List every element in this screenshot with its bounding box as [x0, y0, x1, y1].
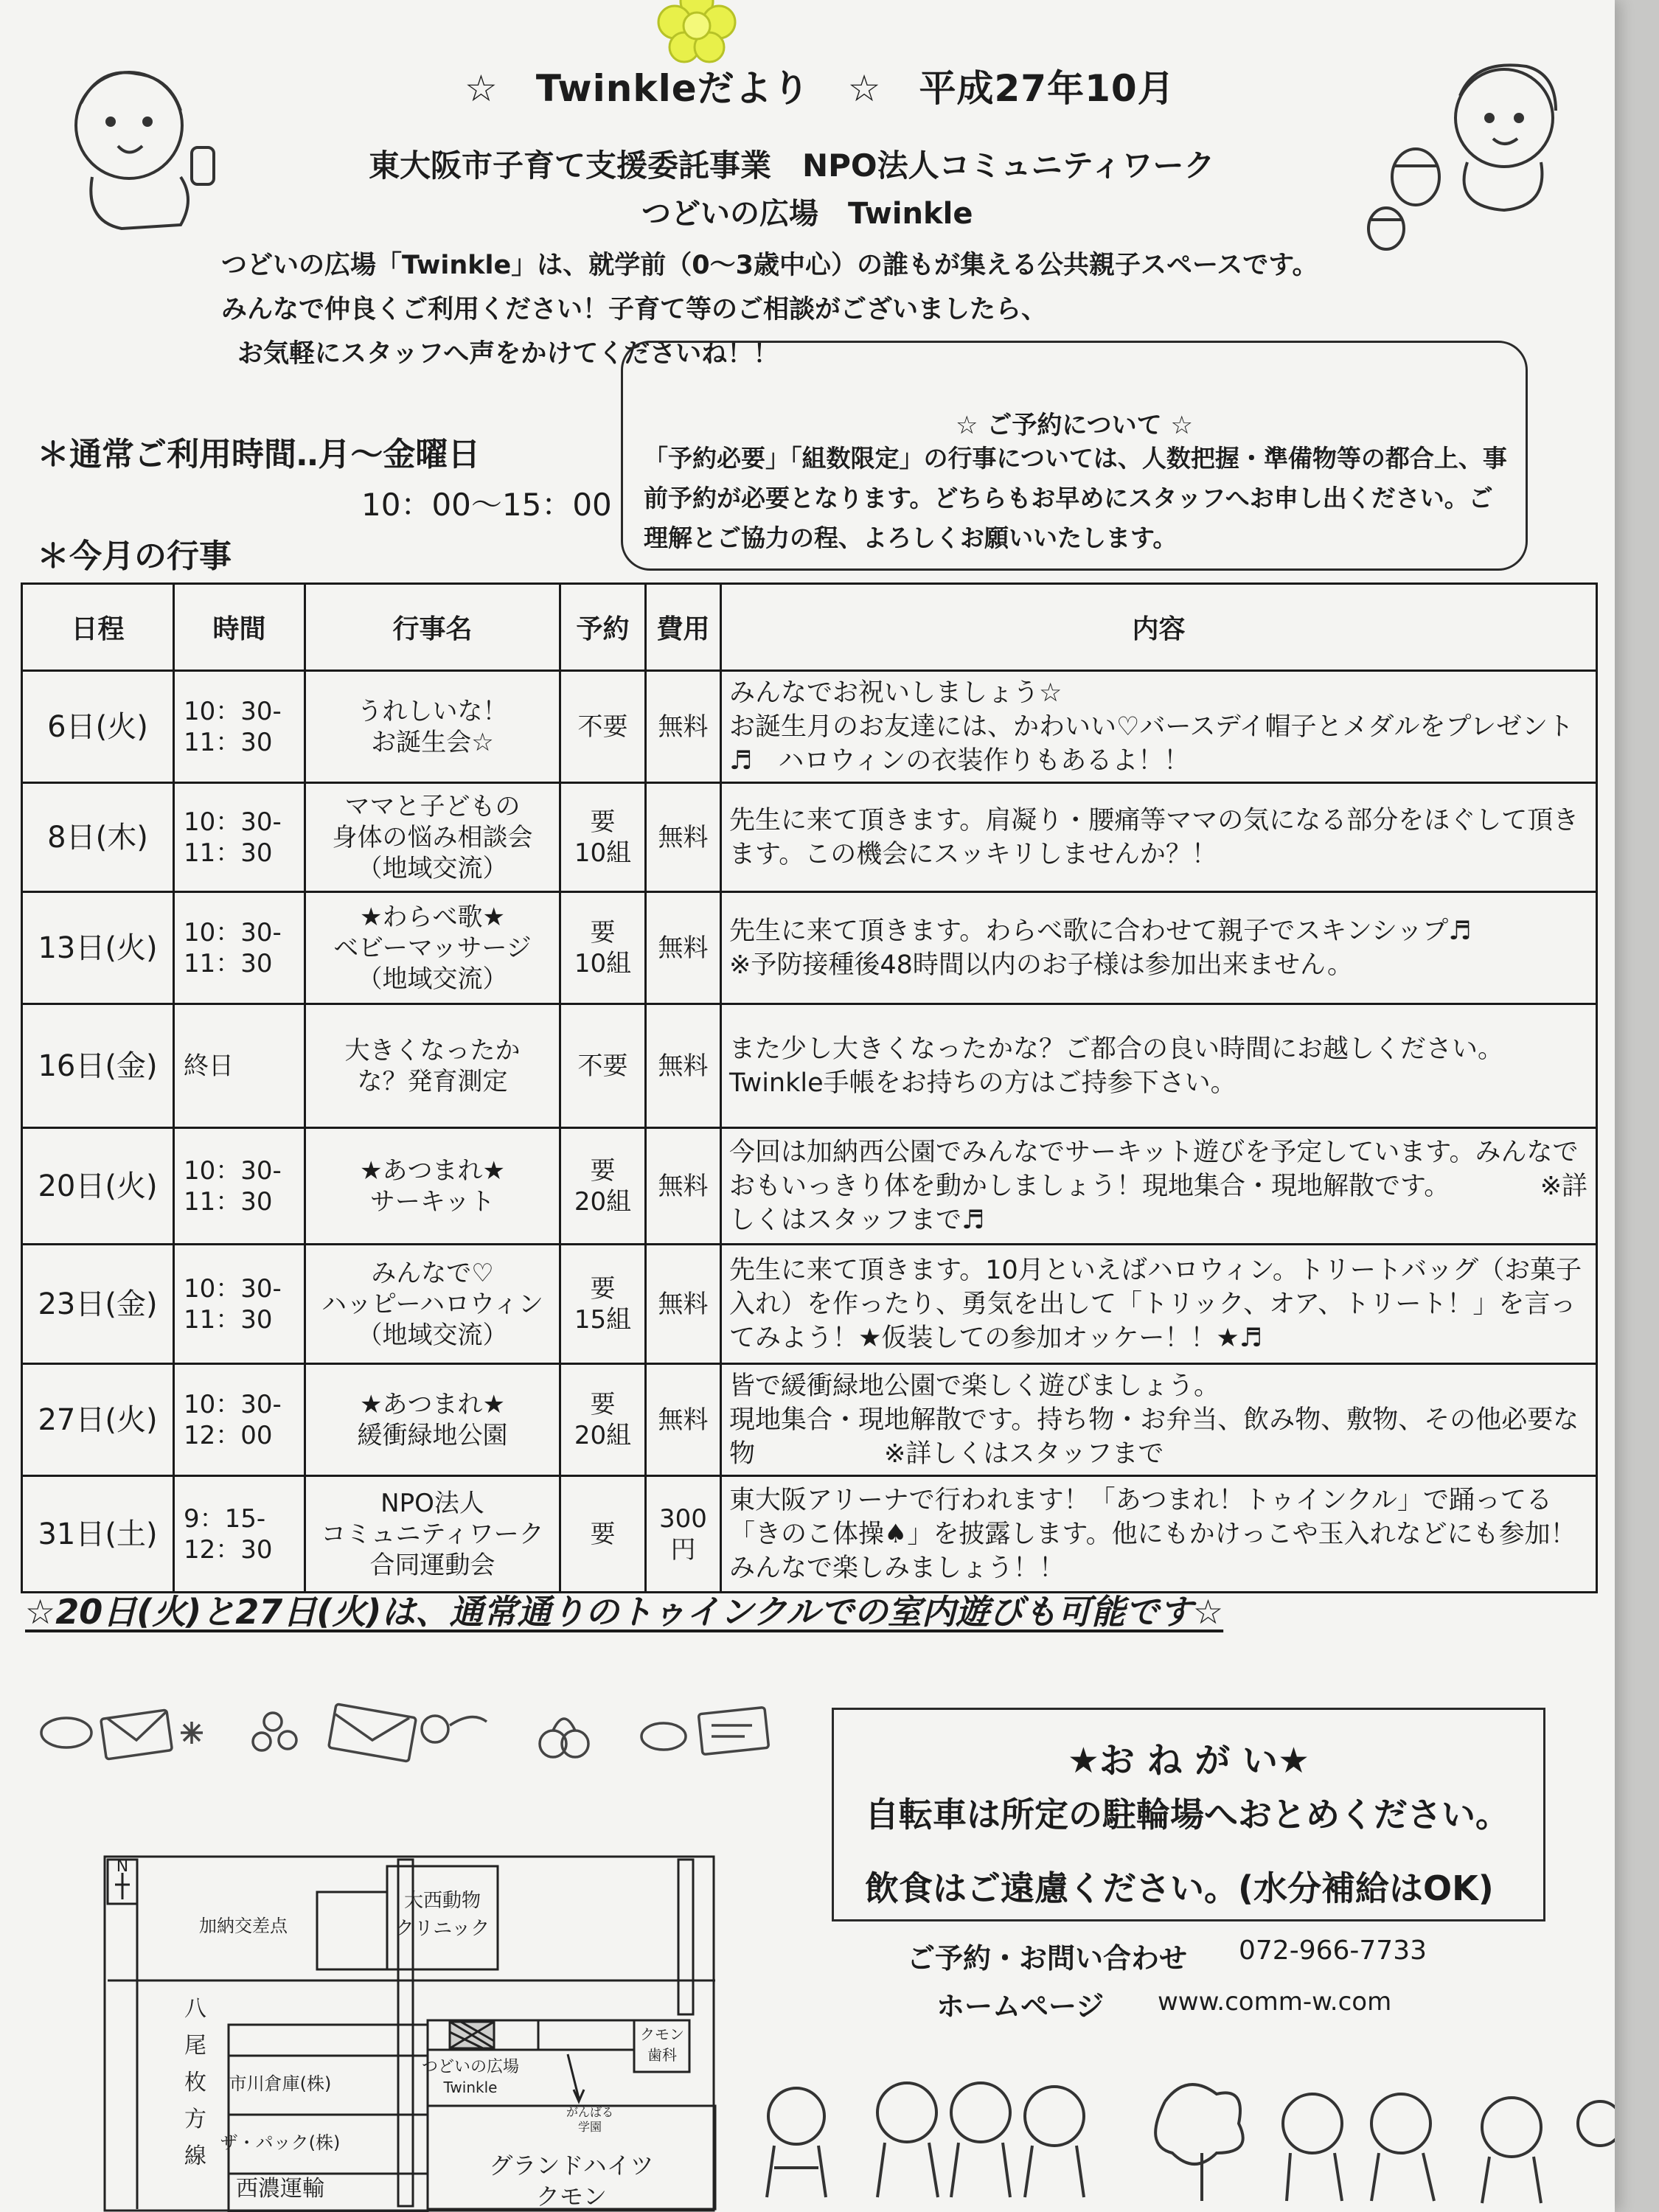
intro-line: みんなで仲良くご利用ください！子育て等のご相談がございましたら、 — [221, 295, 1048, 324]
event-fee: 無料 — [646, 783, 721, 892]
event-name: みんなで♡ ハッピーハロウィン （地域交流） — [305, 1245, 560, 1364]
event-name: ママと子どもの 身体の悩み相談会 （地域交流） — [305, 783, 560, 892]
svg-text:尾: 尾 — [184, 2033, 206, 2059]
request-bicycle: 自転車は所定の駐輪場へおとめください。 — [865, 1795, 1509, 1834]
child-doodle-icon — [41, 52, 240, 243]
child-acorn-doodle-icon — [1357, 52, 1593, 265]
event-date: 27日(火) — [22, 1364, 174, 1476]
event-reserve: 要 20組 — [560, 1364, 646, 1476]
map-grand-label: グランドハイツ — [489, 2152, 654, 2180]
table-row — [22, 671, 1597, 783]
organization-name: 東大阪市子育て支援委託事業 NPO法人コミュニティワーク — [369, 147, 1215, 184]
event-reserve: 要 15組 — [560, 1245, 646, 1364]
event-date: 31日(土) — [22, 1476, 174, 1593]
svg-text:線: 線 — [184, 2143, 206, 2169]
table-row — [22, 892, 1597, 1004]
event-description: また少し大きくなったかな？ご都合の良い時間にお越しください。Twinkle手帳をお持ちの方はご持参下さい。 — [721, 1004, 1597, 1128]
event-description: 先生に来て頂きます。わらべ歌に合わせて親子でスキンシップ♬ ※予防接種後48時間以内のお子様は参加出来ません。 — [721, 892, 1597, 1004]
event-time: 終日 — [174, 1004, 305, 1128]
event-name: ★わらべ歌★ ベビーマッサージ （地域交流） — [305, 892, 560, 1004]
event-description: 先生に来て頂きます。肩凝り・腰痛等ママの気になる部分をほぐして頂きます。この機会にスッキリしませんか？！ — [721, 783, 1597, 892]
event-fee: 無料 — [646, 1004, 721, 1128]
event-reserve: 要 — [560, 1476, 646, 1593]
event-time: 10：30- 11：30 — [174, 671, 305, 783]
event-reserve: 不要 — [560, 1004, 646, 1128]
reservation-text: 「予約必要」「組数限定」の行事については、人数把握・準備物等の都合上、事前予約が必要となります。どちらもお早めにスタッフへお申し出ください。ご理解とご協力の程、よろしくお願いいたします。 — [644, 444, 1507, 552]
event-name: うれしいな！ お誕生会☆ — [305, 671, 560, 783]
event-reserve: 要 20組 — [560, 1128, 646, 1245]
header-content: 内容 — [721, 584, 1597, 671]
svg-text:学園: 学園 — [577, 2120, 602, 2134]
request-title: ★お ね が い★ — [1067, 1740, 1310, 1781]
event-name: ★あつまれ★ 緩衝緑地公園 — [305, 1364, 560, 1476]
map-kano-label: 加納交差点 — [199, 1916, 288, 1936]
reservation-box — [621, 341, 1528, 571]
map-seino-label: 西濃運輸 — [236, 2176, 324, 2202]
contact-label: ご予約・お問い合わせ — [907, 1942, 1188, 1975]
event-fee: 無料 — [646, 1128, 721, 1245]
event-description: 東大阪アリーナで行われます！「あつまれ！トゥインクル」で踊ってる「きのこ体操♠」を披露します。他にもかけっこや玉入れなどにも参加！みんなで楽しみましょう！！ — [721, 1476, 1597, 1593]
event-date: 23日(金) — [22, 1245, 174, 1364]
map-north-label: N — [116, 1857, 129, 1876]
table-row — [22, 783, 1597, 892]
svg-text:方: 方 — [184, 2107, 206, 2132]
contact-phone: 072-966-7733 — [1239, 1935, 1427, 1966]
event-reserve: 要 10組 — [560, 892, 646, 1004]
event-reserve: 要 10組 — [560, 783, 646, 892]
header-time: 時間 — [174, 584, 305, 671]
header-event: 行事名 — [305, 584, 560, 671]
event-name: NPO法人 コミュニティワーク 合同運動会 — [305, 1476, 560, 1593]
event-fee: 無料 — [646, 1364, 721, 1476]
event-date: 20日(火) — [22, 1128, 174, 1245]
table-row — [22, 1128, 1597, 1245]
event-description: 皆で緩衝緑地公園で楽しく遊びましょう。 現地集合・現地解散です。持ち物・お弁当、飲み物、敷物、その他必要な物 ※詳しくはスタッフまで — [721, 1364, 1597, 1476]
event-reserve: 不要 — [560, 671, 646, 783]
request-food: 飲食はご遠慮ください。(水分補給はOK) — [865, 1868, 1494, 1908]
event-fee: 300円 — [646, 1476, 721, 1593]
event-time: 10：30- 11：30 — [174, 783, 305, 892]
map-road-label: 八 — [184, 1996, 206, 2022]
event-name: ★あつまれ★ サーキット — [305, 1128, 560, 1245]
map-twinkle-label: つどいの広場 — [421, 2058, 520, 2076]
table-row — [22, 1245, 1597, 1364]
map-clinic-label: 大西動物 — [403, 1890, 481, 1912]
table-row — [22, 1476, 1597, 1593]
event-time: 10：30- 11：30 — [174, 1245, 305, 1364]
events-table — [21, 582, 1598, 1593]
event-time: 10：30- 12：00 — [174, 1364, 305, 1476]
header-fee: 費用 — [646, 584, 721, 671]
event-fee: 無料 — [646, 671, 721, 783]
svg-text:枚: 枚 — [184, 2070, 206, 2096]
map-ganbaru-label: がんばる — [566, 2105, 614, 2119]
event-description: 今回は加納西公園でみんなでサーキット遊びを予定しています。みんなでおもいっきり体を動かしましょう！現地集合・現地解散です。 ※詳しくはスタッフまで♬ — [721, 1128, 1597, 1245]
event-description: みんなでお祝いしましょう☆ お誕生月のお友達には、かわいい♡バースデイ帽子とメダルをプレゼント♬ ハロウィンの衣装作りもあるよ！！ — [721, 671, 1597, 783]
intro-line: つどいの広場「Twinkle」は、就学前（0～3歳中心）の誰もが集える公共親子スペースです。 — [221, 251, 1318, 280]
event-fee: 無料 — [646, 892, 721, 1004]
event-date: 16日(金) — [22, 1004, 174, 1128]
notice-text: ☆20日(火)と27日(火)は、通常通りのトゥインクルでの室内遊びも可能です☆ — [25, 1592, 1224, 1632]
pushpin-icon — [649, 0, 745, 66]
venue-name: つどいの広場 Twinkle — [641, 197, 973, 231]
hours-label: ＊通常ご利用時間‥月～金曜日 — [37, 436, 481, 473]
event-date: 13日(火) — [22, 892, 174, 1004]
svg-text:クモン: クモン — [535, 2183, 608, 2211]
map-ichikawa-label: 市川倉庫(株) — [229, 2073, 332, 2094]
reservation-title: ☆ ご予約について ☆ — [956, 411, 1193, 440]
flyer-title: ☆ Twinkleだより ☆ 平成27年10月 — [465, 67, 1175, 110]
intro-line: お気軽にスタッフへ声をかけてくださいね！！ — [237, 339, 779, 369]
table-row — [22, 1364, 1597, 1476]
header-reserve: 予約 — [560, 584, 646, 671]
header-date: 日程 — [22, 584, 174, 671]
svg-text:歯科: 歯科 — [647, 2046, 677, 2064]
homepage-url: www.comm-w.com — [1158, 1987, 1392, 2017]
event-fee: 無料 — [646, 1245, 721, 1364]
event-time: 10：30- 11：30 — [174, 892, 305, 1004]
request-box — [832, 1708, 1545, 1921]
access-map — [103, 1855, 723, 2212]
event-time: 10：30- 11：30 — [174, 1128, 305, 1245]
event-date: 6日(火) — [22, 671, 174, 783]
children-doodles-icon — [745, 2072, 1615, 2212]
decorative-doodles-icon — [22, 1688, 789, 1777]
event-date: 8日(木) — [22, 783, 174, 892]
table-header-row — [22, 584, 1597, 671]
map-twinkle-sub-label: Twinkle — [443, 2079, 498, 2096]
map-kumon-label: クモン — [640, 2025, 684, 2043]
events-label: ＊今月の行事 — [37, 538, 232, 575]
map-zapack-label: ザ・パック(株) — [220, 2132, 341, 2153]
table-row — [22, 1004, 1597, 1128]
event-name: 大きくなったか な？発育測定 — [305, 1004, 560, 1128]
homepage-label: ホームページ — [936, 1990, 1105, 2023]
event-time: 9：15- 12：30 — [174, 1476, 305, 1593]
event-description: 先生に来て頂きます。10月といえばハロウィン。トリートバッグ（お菓子入れ）を作ったり、勇気を出して「トリック、オア、トリート！」を言ってみよう！★仮装しての参加オッケー！！★♬ — [721, 1245, 1597, 1364]
hours-time: 10：00～15：00 — [361, 487, 612, 523]
svg-text:クリニック: クリニック — [394, 1918, 490, 1940]
